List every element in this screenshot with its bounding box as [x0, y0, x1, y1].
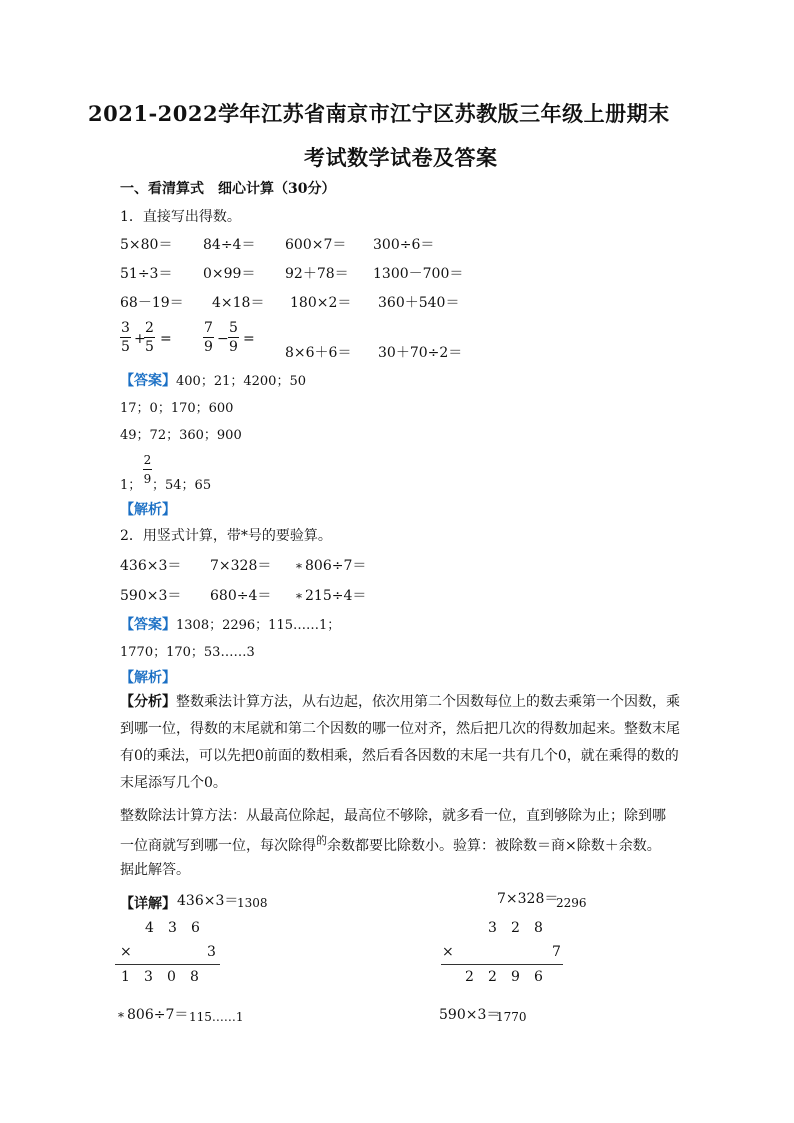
q1-r2-e4: 1300－700＝ — [373, 266, 464, 282]
calc1-expression: 436×3＝ — [177, 893, 239, 909]
q1-answer-line4-post: ；54；65 — [152, 478, 212, 493]
q2-r2-e1: 590×3＝ — [120, 588, 182, 604]
q1-equals-2: = — [243, 331, 255, 347]
calc2-underline — [441, 964, 563, 965]
calc2-top-number: 3 2 8 — [488, 920, 543, 936]
q2-r1-e1: 436×3＝ — [120, 558, 182, 574]
q2-r1-e2: 7×328＝ — [210, 558, 272, 574]
q1-answer-line2: 17；0；170；600 — [120, 401, 234, 416]
fenxi-tag: 【分析】 — [120, 694, 176, 710]
q1-r3-e2: 4×18＝ — [212, 295, 265, 311]
calc1-product: 1 3 0 8 — [121, 969, 199, 985]
q2-answer-line1: 【答案】1308；2296；115……1； — [120, 617, 341, 633]
question-2-label: 2．用竖式计算，带*号的要验算。 — [120, 528, 332, 544]
q2-answer-line2: 1770；170；53……3 — [120, 645, 255, 660]
division-line2: 一位商就写到哪一位，每次除得$^的$余数都要比除数小。验算：被除数＝商×除数＋余数。 — [120, 834, 661, 854]
answer-tag: 【答案】 — [120, 373, 176, 389]
q1-answer-line4-pre: 1； — [120, 478, 142, 493]
q2-r2-e2: 680÷4＝ — [210, 588, 272, 604]
q1-analysis-tag: 【解析】 — [120, 502, 176, 518]
calc1-multiply-sign: × — [120, 944, 132, 960]
calc3-result: 115……1 — [189, 1010, 244, 1024]
answer-tag: 【答案】 — [120, 617, 176, 633]
q2-r2-star: * — [296, 591, 302, 605]
q1-r3-e3: 180×2＝ — [290, 295, 352, 311]
q1-r1-e4: 300÷6＝ — [373, 237, 435, 253]
q1-r4-e4: 30＋70÷2＝ — [378, 345, 463, 361]
calc3-star: * — [118, 1010, 124, 1024]
calc4-expression: 590×3＝ — [439, 1007, 501, 1023]
calc1-result: 1308 — [237, 896, 268, 910]
q1-equals-1: = — [160, 331, 172, 347]
q2-r1-e3: 806÷7＝ — [305, 558, 367, 574]
q1-r1-e1: 5×80＝ — [120, 237, 173, 253]
q2-r2-e3: 215÷4＝ — [305, 588, 367, 604]
q1-r2-e3: 92＋78＝ — [285, 266, 349, 282]
calc1-underline — [115, 964, 220, 965]
q1-r1-e3: 600×7＝ — [285, 237, 347, 253]
division-line3: 据此解答。 — [120, 862, 190, 878]
q1-answer-line1: 【答案】400；21；4200；50 — [120, 373, 306, 389]
q1-r2-e1: 51÷3＝ — [120, 266, 173, 282]
calc4-result: 1770 — [496, 1010, 527, 1024]
q1-fraction-7-9: 7 9 — [204, 320, 213, 355]
calc1-top-number: 4 3 6 — [145, 920, 200, 936]
q2-r1-star: * — [296, 561, 302, 575]
calc2-multiply-sign: × — [442, 944, 454, 960]
calc3-expression: 806÷7＝ — [127, 1007, 189, 1023]
doc-title-line1: 2021-2022学年江苏省南京市江宁区苏教版三年级上册期末 — [88, 101, 670, 126]
calc2-result: 2296 — [556, 896, 587, 910]
q2-fenxi-paragraph — [120, 689, 680, 797]
xiangjie-tag: 【详解】 — [120, 896, 176, 912]
q1-r2-e2: 0×99＝ — [203, 266, 256, 282]
q1-r1-e2: 84÷4＝ — [203, 237, 256, 253]
section-heading: 一、看清算式 细心计算（30分） — [120, 181, 336, 197]
calc2-expression: 7×328＝ — [497, 891, 559, 907]
fenxi-text: 整数乘法计算方法，从右边起，依次用第二个因数每位上的数去乘第一个因数，乘到哪一位，得数的末尾就和第二个因数的哪一位对齐，然后把几次的得数加起来。整数末尾有0的乘法，可以先把0前面的数相乘，然后看各因数的末尾一共有几个0，就在乘得的数的末尾添写几个0。 — [120, 694, 680, 791]
q1-r3-e1: 68－19＝ — [120, 295, 184, 311]
doc-title-line2: 考试数学试卷及答案 — [304, 145, 498, 170]
q1-answer-fraction: 2 9 — [143, 453, 152, 486]
calc1-second-factor: 3 — [207, 944, 216, 960]
q2-analysis-tag: 【解析】 — [120, 670, 176, 686]
division-line1: 整数除法计算方法：从最高位除起，最高位不够除，就多看一位，直到够除为止；除到哪 — [120, 808, 666, 824]
calc2-second-factor: 7 — [552, 944, 561, 960]
q1-plus-sign: + — [134, 331, 146, 347]
q1-fraction-2-5: 2 5 — [145, 320, 154, 355]
q1-r3-e4: 360＋540＝ — [378, 295, 460, 311]
q1-fraction-5-9: 5 9 — [229, 320, 238, 355]
q1-minus-sign: − — [217, 331, 229, 347]
q1-fraction-3-5: 3 5 — [121, 320, 130, 355]
calc2-product: 2 2 9 6 — [465, 969, 543, 985]
q1-r4-e3: 8×6＋6＝ — [285, 345, 352, 361]
question-1-label: 1．直接写出得数。 — [120, 209, 241, 225]
q1-answer-line3: 49；72；360；900 — [120, 428, 242, 443]
